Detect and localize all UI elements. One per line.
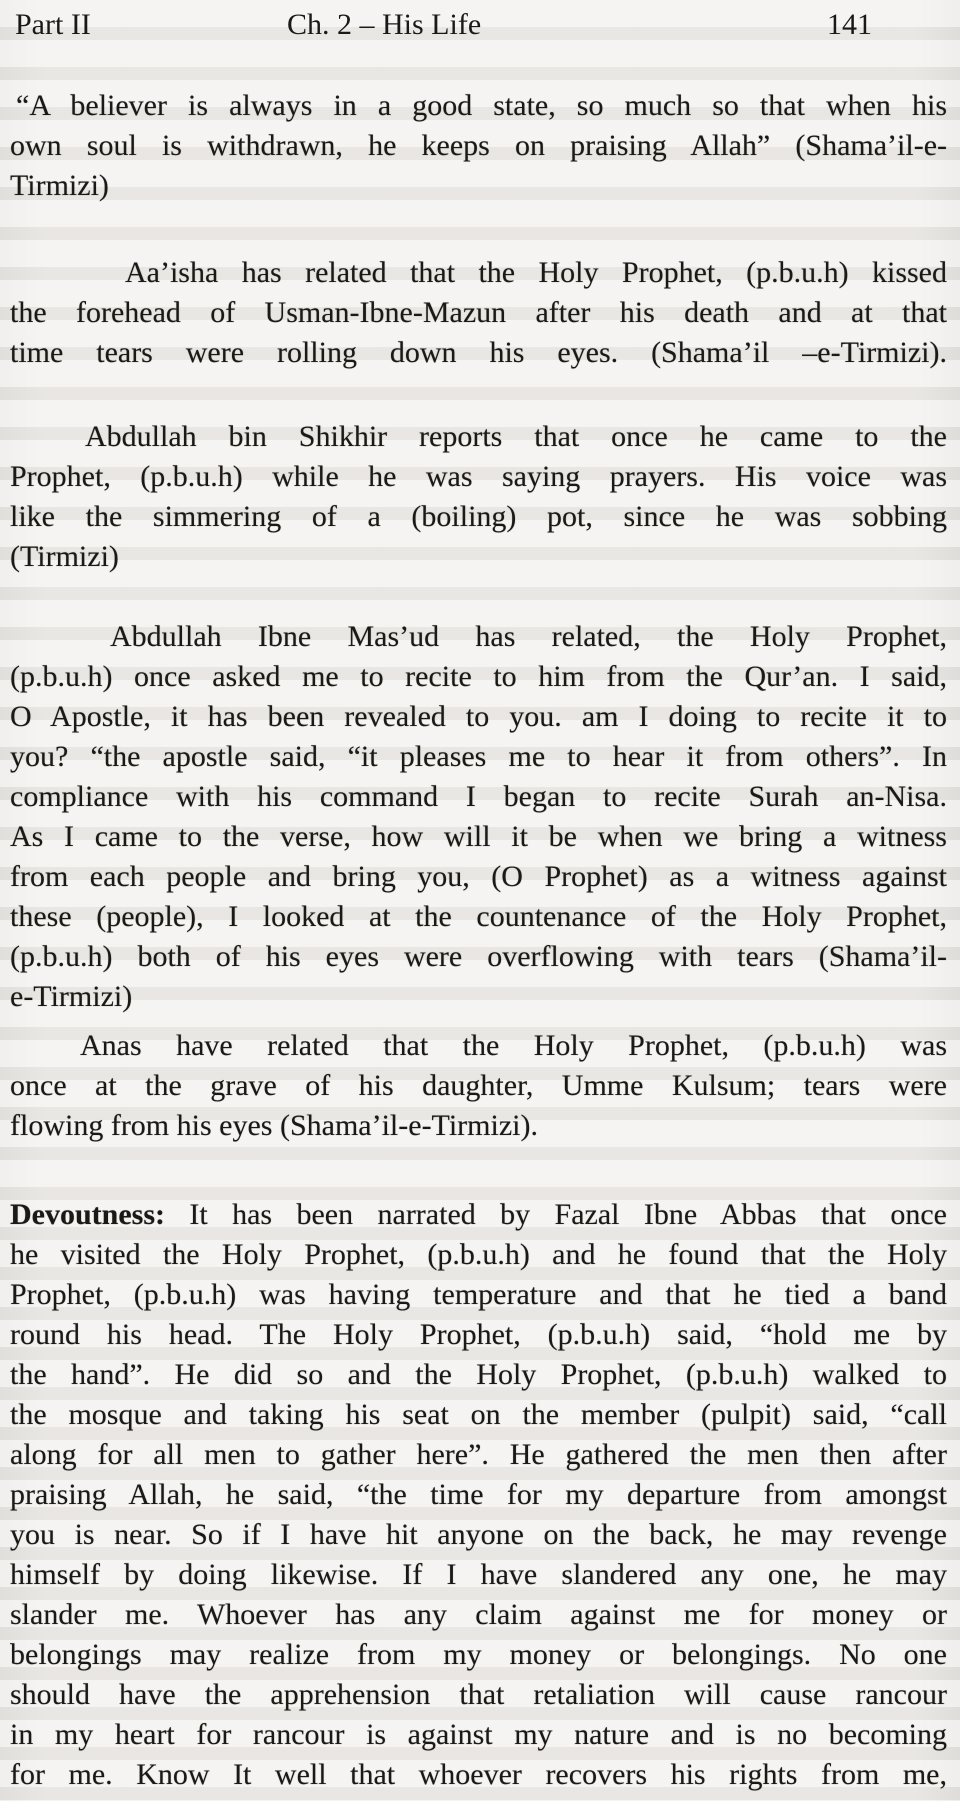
text-line: these (people), I looked at the countenance of the Holy Prophet, [10, 900, 947, 933]
text-line: e-Tirmizi) [10, 980, 133, 1013]
text-line: the mosque and taking his seat on the member (pulpit) said, “call [10, 1398, 947, 1431]
text-line: round his head. The Holy Prophet, (p.b.u.h) said, “hold me by [10, 1318, 947, 1351]
devoutness-heading: Devoutness: [10, 1198, 165, 1231]
text-line: flowing from his eyes (Shama’il-e-Tirmizi). [10, 1109, 538, 1142]
text-line: he visited the Holy Prophet, (p.b.u.h) and he found that the Holy [10, 1238, 947, 1271]
text-line: should have the apprehension that retaliation will cause rancour [10, 1678, 947, 1711]
text-line: slander me. Whoever has any claim against me for money or [10, 1598, 947, 1631]
paragraph-devoutness [10, 1195, 947, 1795]
header-part-label: Part II [15, 8, 91, 41]
paragraph-believer-quote [10, 86, 947, 206]
text-line: you is near. So if I have hit anyone on the back, he may revenge [10, 1518, 947, 1551]
text-line: Aa’isha has related that the Holy Prophet, (p.b.u.h) kissed [125, 256, 947, 289]
header-chapter-title: Ch. 2 – His Life [287, 8, 482, 41]
text-line: O Apostle, it has been revealed to you. am I doing to recite it to [10, 700, 947, 733]
text-line: the forehead of Usman-Ibne-Mazun after his death and at that [10, 296, 947, 329]
text-line: like the simmering of a (boiling) pot, since he was sobbing [10, 500, 947, 533]
text-line: compliance with his command I began to recite Surah an-Nisa. [10, 780, 947, 813]
text-line: own soul is withdrawn, he keeps on praising Allah” (Shama’il-e- [10, 129, 947, 162]
page-body [0, 86, 960, 1795]
text-line: belongings may realize from my money or belongings. No one [10, 1638, 947, 1671]
text-line [10, 1195, 947, 1235]
text-line: praising Allah, he said, “the time for my departure from amongst [10, 1478, 947, 1511]
paragraph-anas [10, 1026, 947, 1146]
text-line: (p.b.u.h) once asked me to recite to him from the Qur’an. I said, [10, 660, 947, 693]
header-page-number: 141 [827, 8, 872, 41]
text-line: time tears were rolling down his eyes. (Shama’il –e-Tirmizi). [10, 336, 947, 369]
paragraph-abdullah-ibne-masud [10, 617, 947, 1017]
text-line: from each people and bring you, (O Prophet) as a witness against [10, 860, 947, 893]
text-line-rest: It has been narrated by Fazal Ibne Abbas that once [165, 1198, 947, 1231]
paragraph-abdullah-bin-shikhir [10, 417, 947, 577]
text-line: “A believer is always in a good state, so much so that when his [16, 89, 947, 122]
paragraph-aaisha [10, 253, 947, 373]
text-line: Abdullah Ibne Mas’ud has related, the Holy Prophet, [110, 620, 947, 653]
text-line: himself by doing likewise. If I have slandered any one, he may [10, 1558, 947, 1591]
text-line: for me. Know It well that whoever recovers his rights from me, [10, 1758, 947, 1791]
text-line: Tirmizi) [10, 169, 109, 202]
text-line: you? “the apostle said, “it pleases me to hear it from others”. In [10, 740, 947, 773]
page-header [0, 5, 960, 45]
book-page [0, 5, 960, 1801]
text-line: Anas have related that the Holy Prophet, (p.b.u.h) was [80, 1029, 947, 1062]
text-line: Prophet, (p.b.u.h) while he was saying prayers. His voice was [10, 460, 947, 493]
text-line: Prophet, (p.b.u.h) was having temperature and that he tied a band [10, 1278, 947, 1311]
text-line: along for all men to gather here”. He gathered the men then after [10, 1438, 947, 1471]
text-line: Abdullah bin Shikhir reports that once he came to the [85, 420, 947, 453]
text-line: the hand”. He did so and the Holy Prophet, (p.b.u.h) walked to [10, 1358, 947, 1391]
text-line: once at the grave of his daughter, Umme Kulsum; tears were [10, 1069, 947, 1102]
text-line: (Tirmizi) [10, 540, 119, 573]
text-line: (p.b.u.h) both of his eyes were overflowing with tears (Shama’il- [10, 940, 947, 973]
text-line: in my heart for rancour is against my nature and is no becoming [10, 1718, 947, 1751]
text-line: As I came to the verse, how will it be when we bring a witness [10, 820, 947, 853]
